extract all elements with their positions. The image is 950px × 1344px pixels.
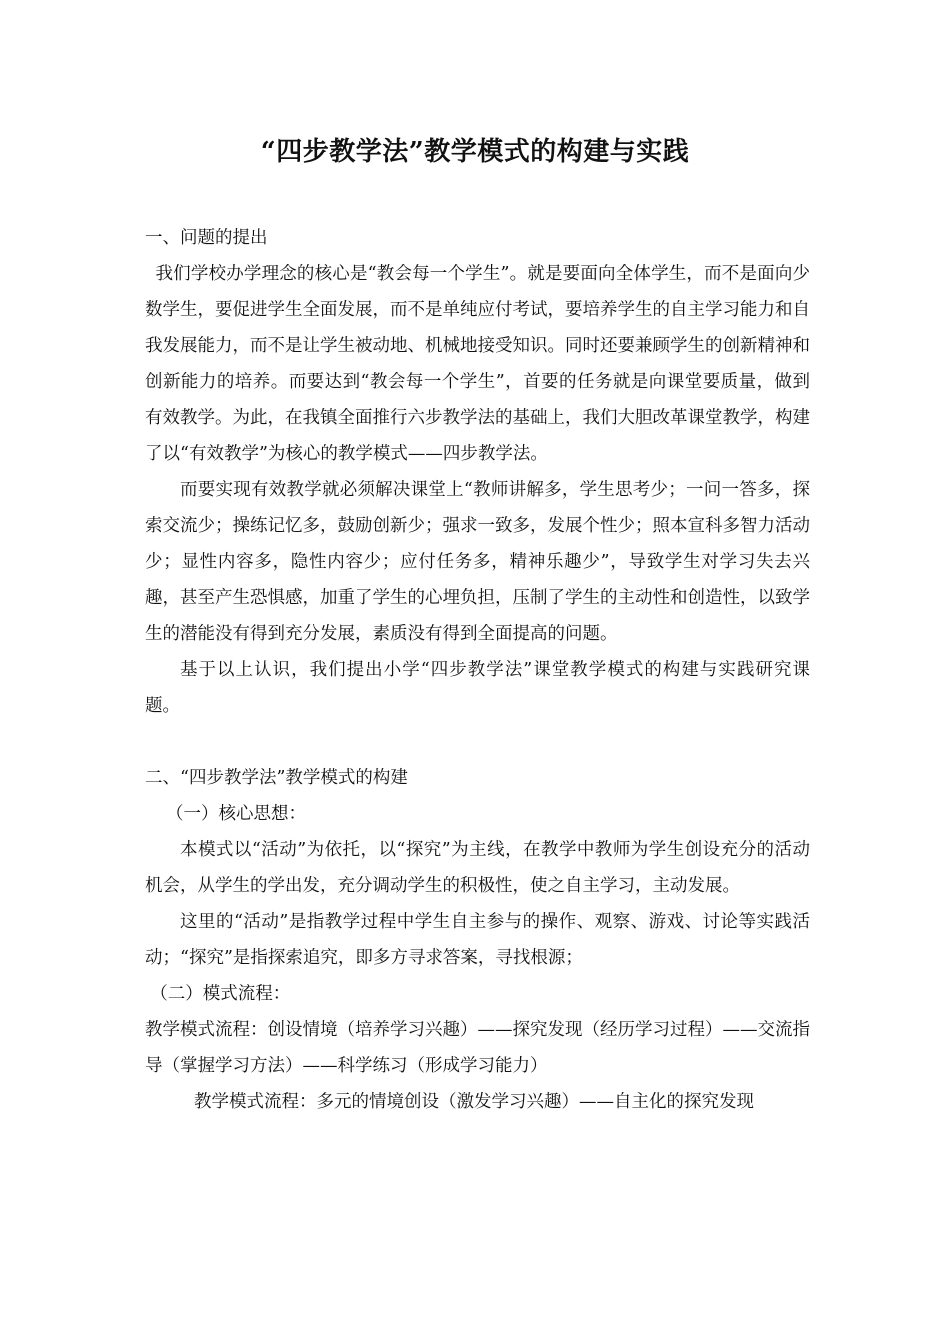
paragraph: 教学模式流程：多元的情境创设（激发学习兴趣）——自主化的探究发现 bbox=[194, 1092, 754, 1112]
document-title: “四步教学法”教学模式的构建与实践 bbox=[260, 137, 690, 167]
paragraph: 教学模式流程：创设情境（培养学习兴趣）——探究发现（经历学习过程）——交流指导（掌握学习方法）——科学练习（形成学习能力） bbox=[145, 1020, 810, 1076]
paragraph: 而要实现有效教学就必须解决课堂上“教师讲解多，学生思考少；一问一答多，探索交流少；操练记忆多，鼓励创新少；强求一致多，发展个性少；照本宣科多智力活动少；显性内容多，隐性内容少；应付任务多，精神乐趣少”，导致学生对学习失去兴趣，甚至产生恐惧感，加重了学生的心埋负担，压制了学生的主动性和创造性，以致学生的潜能没有得到充分发展，素质没有得到全面提高的问题。 bbox=[145, 480, 810, 644]
section-heading-construction: 二、“四步教学法”教学模式的构建 bbox=[145, 768, 408, 788]
subsection-heading-core-idea: （一）核心思想： bbox=[166, 804, 306, 824]
document-body bbox=[145, 220, 810, 1120]
paragraph: 基于以上认识，我们提出小学“四步教学法”课堂教学模式的构建与实践研究课题。 bbox=[145, 660, 810, 716]
paragraph: 这里的“活动”是指教学过程中学生自主参与的操作、观察、游戏、讨论等实践活动；“探究”是指探索追究，即多方寻求答案，寻找根源； bbox=[145, 912, 810, 968]
paragraph: 本模式以“活动”为依托，以“探究”为主线，在教学中教师为学生创设充分的活动机会，从学生的学出发，充分调动学生的积极性，使之自主学习，主动发展。 bbox=[145, 840, 810, 896]
subsection-heading-flow: （二）模式流程： bbox=[150, 984, 291, 1004]
section-heading-problem: 一、问题的提出 bbox=[145, 228, 268, 248]
paragraph: 我们学校办学理念的核心是“教会每一个学生”。就是要面向全体学生，而不是面向少数学生，要促进学生全面发展，而不是单纯应付考试，要培养学生的自主学习能力和自我发展能力，而不是让学生被动地、机械地接受知识。同时还要兼顾学生的创新精神和创新能力的培养。而要达到“教会每一个学生”，首要的任务就是向课堂要质量，做到有效教学。为此，在我镇全面推行六步教学法的基础上，我们大胆改革课堂教学，构建了以“有效教学”为核心的教学模式——四步教学法。 bbox=[145, 264, 810, 464]
